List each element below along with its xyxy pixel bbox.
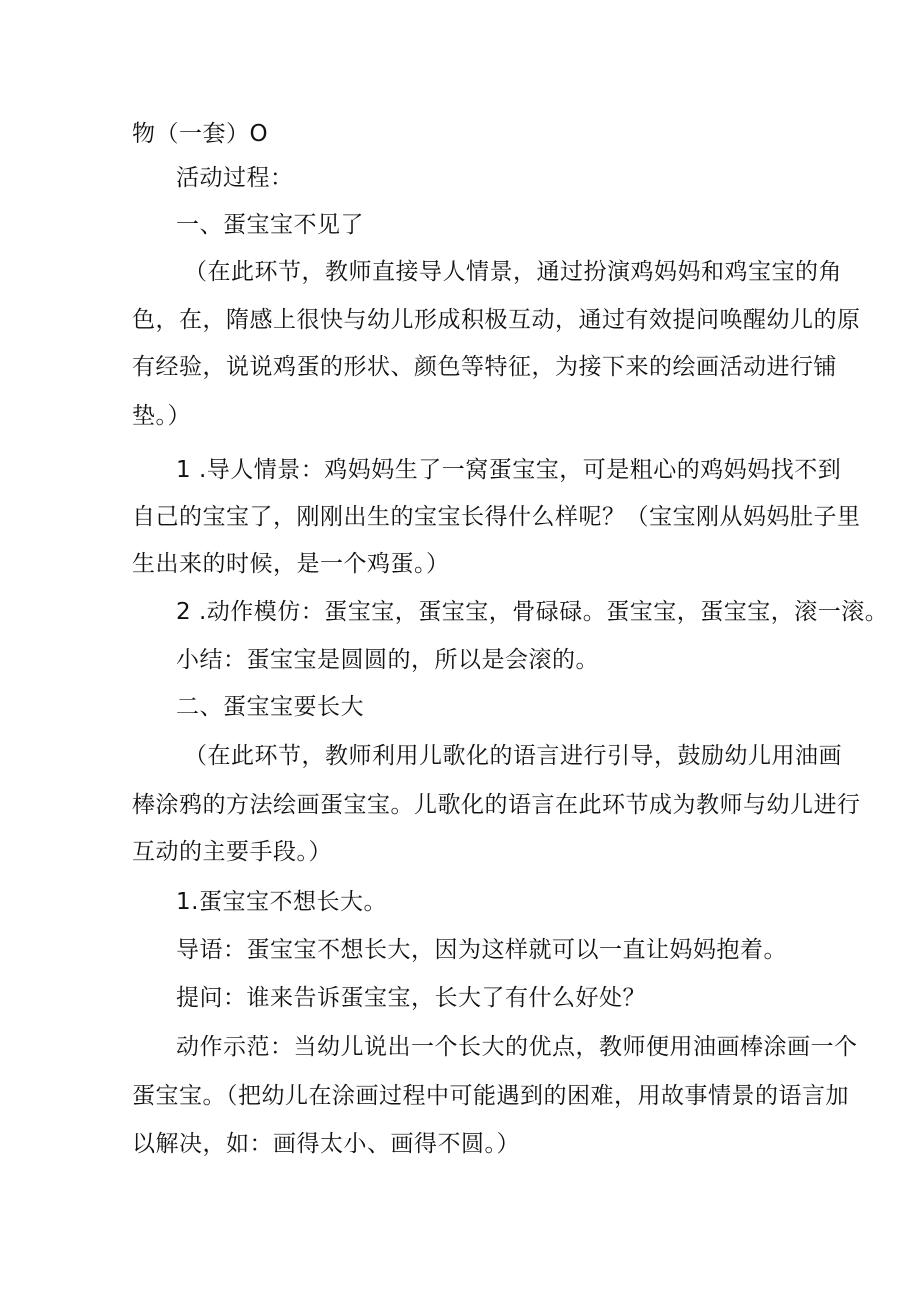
demo-line-2: 蛋宝宝。（把幼儿在涂画过程中可能遇到的困难，用故事情景的语言加 [132, 1083, 849, 1109]
sub-item-1: 1.蛋宝宝不想长大。 [176, 889, 387, 915]
item-2-line: 2 .动作模仿：蛋宝宝，蛋宝宝，骨碌碌。蛋宝宝，蛋宝宝，滚一滚。 [176, 599, 889, 625]
paragraph-2-line-1: （在此环节，教师利用儿歌化的语言进行引导，鼓励幼儿用油画 [184, 743, 842, 769]
demo-line-3: 以解决，如：画得太小、画得不圆。） [132, 1131, 520, 1157]
text-line-1: 物（一套）O [132, 121, 269, 147]
paragraph-2-line-2: 棒涂鸦的方法绘画蛋宝宝。儿歌化的语言在此环节成为教师与幼儿进行 [132, 792, 861, 818]
question-line: 提问：谁来告诉蛋宝宝，长大了有什么好处？ [176, 985, 646, 1011]
item-1-line-1: 1 .导人情景：鸡妈妈生了一窝蛋宝宝，可是粗心的鸡妈妈找不到 [176, 457, 842, 483]
paragraph-2-line-3: 互动的主要手段。） [132, 839, 332, 865]
paragraph-line-1: （在此环节，教师直接导人情景，通过扮演鸡妈妈和鸡宝宝的角 [184, 259, 842, 285]
item-1-line-2: 自己的宝宝了，刚刚出生的宝宝长得什么样呢？（宝宝刚从妈妈肚子里 [132, 504, 861, 530]
section-heading-1: 一、蛋宝宝不见了 [176, 212, 364, 238]
paragraph-line-4: 垫。） [132, 403, 191, 429]
section-heading-2: 二、蛋宝宝要长大 [176, 694, 364, 720]
summary-line: 小结：蛋宝宝是圆圆的，所以是会滚的。 [176, 647, 599, 673]
paragraph-line-3: 有经验，说说鸡蛋的形状、颜色等特征，为接下来的绘画活动进行铺 [132, 354, 837, 380]
guide-line: 导语：蛋宝宝不想长大，因为这样就可以一直让妈妈抱着。 [176, 937, 787, 963]
item-1-line-3: 生出来的时候，是一个鸡蛋。） [132, 551, 450, 577]
demo-line-1: 动作示范：当幼儿说出一个长大的优点，教师便用油画棒涂画一个 [176, 1034, 858, 1060]
paragraph-line-2: 色，在，隋感上很快与幼儿形成积极互动，通过有效提问唤醒幼儿的原 [132, 307, 861, 333]
section-heading-process: 活动过程： [176, 165, 294, 191]
